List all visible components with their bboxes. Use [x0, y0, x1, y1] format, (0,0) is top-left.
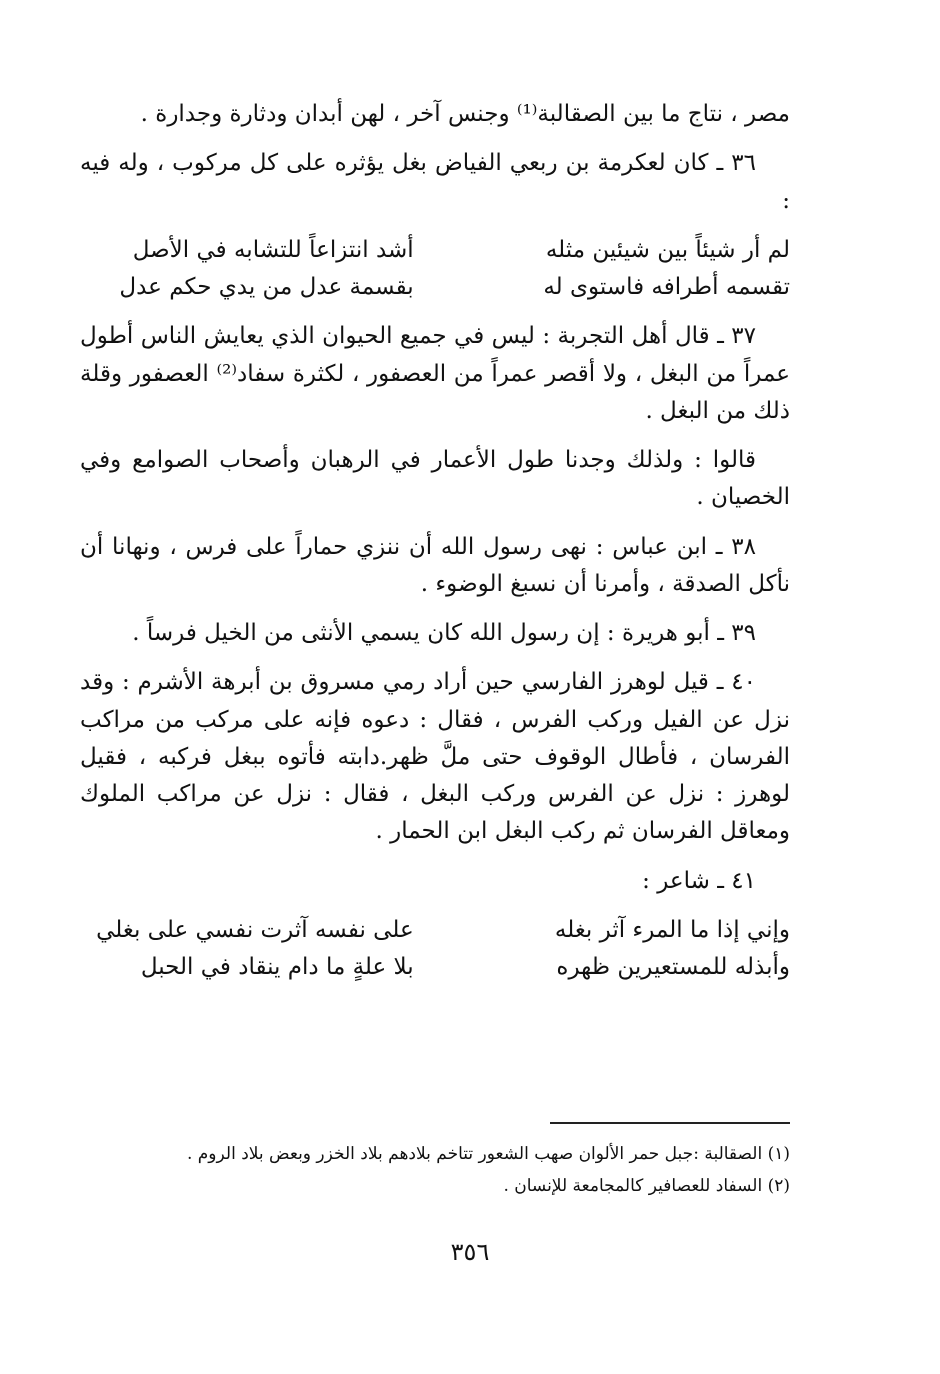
paragraph-40: ٤٠ ـ قيل لوهرز الفارسي حين أراد رمي مسروق بن أبرهة الأشرم : وقد نزل عن الفيل وركب الفرس ، فقال : دعوه فإنه على مركب من مراكب الفرسان ، فأطال الوقوف حتى ملَّ ظهر.دابته فأتوه ببغل فركبه ، فقيل لوهرز : نزل عن الفرس وركب البغل ، فقال : نزل عن مراكب الملوك ومعاقل الفرسان ثم ركب البغل ابن الحمار . [80, 669, 790, 845]
page-number: ٣٥٦ [450, 1238, 490, 1266]
hemistich-first: تقسمه أطرافه فاستوى له [543, 274, 790, 300]
hemistich-second: بقسمة عدل من يدي حكم عدل [119, 274, 414, 300]
hemistich-first: وإني إذا ما المرء آثر بغله [554, 916, 790, 943]
hemistich-second: أشد انتزاعاً للتشابه في الأصل [132, 236, 414, 263]
paragraph-41: ٤١ ـ شاعر : [642, 867, 756, 894]
verse-line [80, 269, 790, 306]
paragraph-36: ٣٦ ـ كان لعكرمة بن ربعي الفياض بغل يؤثره على كل مركوب ، وله فيه : [80, 150, 790, 214]
main-text [80, 96, 790, 998]
paragraph-37: ٣٧ ـ قال أهل التجربة : ليس في جميع الحيوان الذي يعايش الناس أطول عمراً من البغل ، ولا أقصر عمراً من العصفور ، لكثرة سفاد⁽²⁾ العصفور وقلة ذلك من البغل . [80, 323, 790, 424]
paragraph-1: مصر ، نتاج ما بين الصقالبة⁽¹⁾ وجنس آخر ، لهن أبدان ودثارة وجدارة . [140, 101, 790, 127]
footnote-1: (١) الصقالبة :جبل حمر الألوان صهب الشعور تتاخم بلادهم بلاد الخزر وبعض بلاد الروم . [186, 1144, 790, 1164]
paragraph-38: ٣٨ ـ ابن عباس : نهى رسول الله أن ننزي حماراً على فرس ، ونهانا أن نأكل الصدقة ، وأمرنا أن نسبغ الوضوء . [80, 533, 790, 597]
poem-36 [80, 232, 790, 307]
footnote-2: (٢) السفاد للعصافير كالمجامعة للإنسان . [503, 1176, 790, 1197]
hemistich-second: على نفسه آثرت نفسي على بغلي [96, 916, 414, 943]
verse-line [80, 912, 790, 949]
hemistich-first: وأبذله للمستعيرين ظهره [556, 954, 790, 980]
verse-line [80, 232, 790, 269]
footnotes [80, 1124, 790, 1203]
hemistich-first: لم أر شيئاً بين شيئين مثله [545, 236, 790, 263]
paragraph-37-cont: قالوا : ولذلك وجدنا طول الأعمار في الرهبان وأصحاب الصوامع وفي الخصيان . [80, 447, 790, 511]
verse-line [80, 949, 790, 986]
hemistich-second: بلا علةٍ ما دام ينقاد في الحبل [140, 954, 414, 980]
paragraph-39: ٣٩ ـ أبو هريرة : إن رسول الله كان يسمي الأنثى من الخيل فرساً . [132, 620, 756, 646]
poem-41 [80, 912, 790, 987]
